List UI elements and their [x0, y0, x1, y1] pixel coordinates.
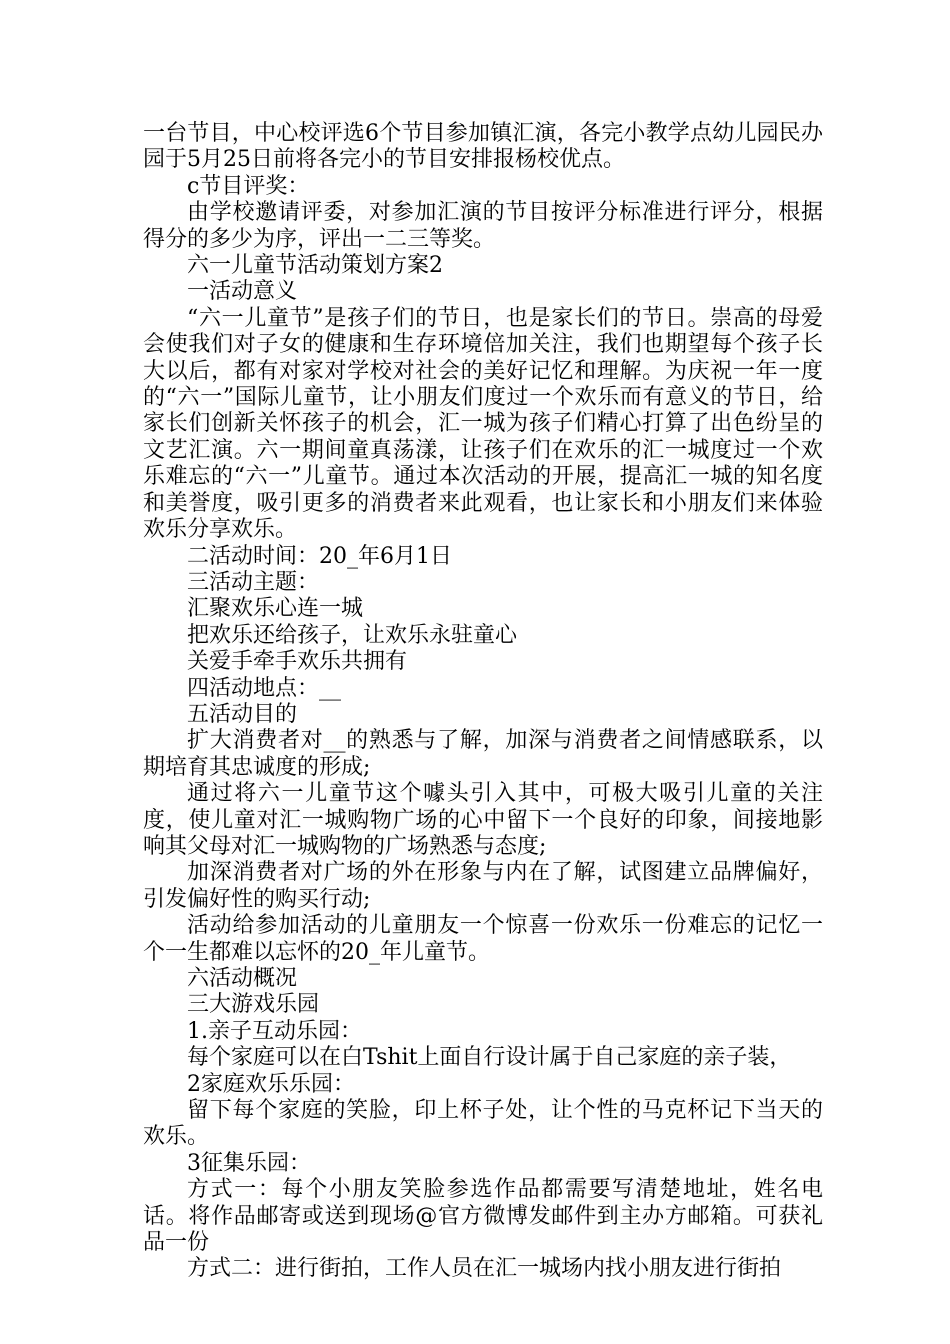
subheading: 2家庭欢乐乐园：	[187, 1071, 355, 1097]
paragraph: 方式一：每个小朋友笑脸参选作品都需要写清楚地址，姓名电话。将作品邮寄或送到现场@官方微博发邮件到主办方邮箱。可获礼品一份	[143, 1177, 823, 1256]
document-body	[143, 121, 823, 1283]
section-heading: 二活动时间：20_年6月1日	[187, 543, 452, 569]
paragraph: 加深消费者对广场的外在形象与内在了解，试图建立品牌偏好，引发偏好性的购买行动;	[143, 860, 823, 912]
paragraph: 通过将六一儿童节这个噱头引入其中，可极大吸引儿童的关注度，使儿童对汇一城购物广场的心中留下一个良好的印象，间接地影响其父母对汇一城购物的广场熟悉与态度;	[143, 781, 823, 859]
section-heading: 一活动意义	[187, 279, 298, 305]
paragraph: 由学校邀请评委，对参加汇演的节目按评分标准进行评分，根据得分的多少为序，评出一二三等奖。	[143, 200, 823, 252]
subheading: 三大游戏乐园	[187, 992, 320, 1018]
section-heading: 三活动主题：	[187, 569, 320, 595]
paragraph-heading-c-award: c节目评奖：	[187, 173, 310, 199]
section-heading: 四活动地点：__	[187, 675, 342, 701]
paragraph-continuation: 一台节目，中心校评选6个节目参加镇汇演，各完小教学点幼儿园民办园于5月25日前将各完小的节目安排报杨校优点。	[143, 121, 823, 173]
paragraph: 每个家庭可以在白Tshit上面自行设计属于自己家庭的亲子装，	[187, 1045, 792, 1071]
section-heading: 五活动目的	[187, 701, 298, 727]
paragraph: 活动给参加活动的儿童朋友一个惊喜一份欢乐一份难忘的记忆一个一生都难以忘怀的20_年儿童节。	[143, 913, 823, 965]
paragraph: 方式二：进行街拍，工作人员在汇一城场内找小朋友进行街拍	[187, 1256, 782, 1282]
list-item: 把欢乐还给孩子，让欢乐永驻童心	[187, 622, 518, 648]
subheading: 1.亲子互动乐园：	[187, 1018, 362, 1044]
list-item: 汇聚欢乐心连一城	[187, 596, 364, 622]
paragraph: “六一儿童节”是孩子们的节日，也是家长们的节日。崇高的母爱会使我们对子女的健康和生存环境倍加关注，我们也期望每个孩子长大以后，都有对家对学校对社会的美好记忆和理解。为庆祝一年一度的“六一”国际儿童节，让小朋友们度过一个欢乐而有意义的节日，给家长们创新关怀孩子的机会，汇一城为孩子们精心打算了出色纷呈的文艺汇演。六一期间童真荡漾，让孩子们在欢乐的汇一城度过一个欢乐难忘的“六一”儿童节。通过本次活动的开展，提高汇一城的知名度和美誉度，吸引更多的消费者来此观看，也让家长和小朋友们来体验欢乐分享欢乐。	[143, 305, 823, 543]
section-heading: 六活动概况	[187, 966, 298, 991]
list-item: 关爱手牵手欢乐共拥有	[187, 649, 408, 675]
paragraph: 扩大消费者对__的熟悉与了解，加深与消费者之间情感联系，以期培育其忠诚度的形成;	[143, 728, 823, 780]
paragraph: 留下每个家庭的笑脸，印上杯子处，让个性的马克杯记下当天的欢乐。	[143, 1098, 823, 1150]
subheading: 3征集乐园：	[187, 1150, 311, 1176]
section-title: 六一儿童节活动策划方案2	[187, 253, 443, 279]
